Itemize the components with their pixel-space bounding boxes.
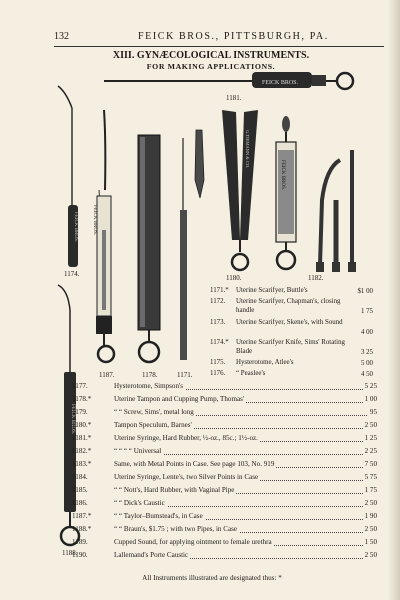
- list-item: 1182.* “ “ “ “ Universal 2 25: [72, 447, 377, 455]
- list-item: 1180.* Tampon Speculum, Barnes' 2 50: [72, 421, 377, 429]
- figure-label-1180: 1180.: [226, 274, 242, 282]
- list-item: 1172. Uterine Scarifyer, Chapman's, closing handle 1 75: [210, 298, 373, 315]
- list-item: 1178.* Uterine Tampon and Cupping Pump, Thomas' 1 00: [72, 395, 377, 403]
- syringe-engraving: FEICK BROS.: [262, 80, 299, 86]
- figure-label-1174: 1174.: [64, 270, 80, 278]
- scarifyer-figure-1171: [180, 138, 187, 360]
- list-item: 1173. Uterine Scarifyer, Skene's, with Sound 4 00: [210, 319, 373, 336]
- list-item: 1184. Uterine Syringe, Lente's, two Silver Points in Case 5 75: [72, 473, 377, 481]
- list-item: 1175. Hysterotome, Atlee's 5 00: [210, 359, 373, 367]
- tampon-speculum-figure-1180: [222, 110, 258, 270]
- list-item: 1190. Lallemand's Porte Caustic 2 50: [72, 551, 377, 559]
- list-item: 1188.* “ “ Braun's, $1.75 ; with two Pipes, in Case 2 50: [72, 525, 377, 533]
- figure-label-1182: 1182.: [308, 274, 324, 282]
- figure-label-1187: 1187.: [99, 371, 115, 379]
- list-item: 1189. Cupped Sound, for applying ointment to female urethra 1 50: [72, 538, 377, 546]
- figure-label-1178: 1178.: [142, 371, 158, 379]
- figure-label-1171: 1171.: [177, 371, 193, 379]
- list-item: 1177. Hysterotome, Simpson's 5 25: [72, 382, 377, 390]
- syringe-1182-engraving: FEICK BROS.: [280, 160, 285, 191]
- speculum-engraving: G.TIEMANN & CO.: [245, 130, 250, 169]
- tampon-pump-figure-1178: [138, 135, 160, 362]
- list-item: 1179. “ “ Screw, Sims', metal long 95: [72, 408, 377, 416]
- syringe-pipes: [316, 150, 356, 272]
- figure-label-1181: 1181.: [226, 94, 242, 102]
- header-title: FEICK BROS., PITTSBURGH, PA.: [138, 31, 329, 42]
- footer-note: All Instruments illustrated are designated thus: *: [142, 574, 282, 582]
- figure-label-1188: 1188.: [62, 549, 78, 557]
- instrument-handle: [195, 130, 204, 198]
- uterine-syringe-figure-1181: [104, 72, 353, 89]
- list-item: 1183.* Same, with Metal Points in Case. See page 103, No. 919 7 50: [72, 460, 377, 468]
- list-item: 1171.* Uterine Scarifyer, Buttle's $1 00: [210, 287, 373, 295]
- section-subtitle: FOR MAKING APPLICATIONS.: [146, 62, 276, 71]
- syringe-figure-1187: [92, 110, 114, 362]
- section-title: XIII. GYNÆCOLOGICAL INSTRUMENTS.: [112, 50, 310, 61]
- list-item: 1174.* Uterine Scarifyer Knife, Sims' Rotating Blade 3 25: [210, 339, 373, 356]
- list-item: 1181.* Uterine Syringe, Hard Rubber, ½-oz., 85c.; 1½-oz. 1 25: [72, 434, 377, 442]
- list-item: 1186. “ “ Dick's Caustic 2 50: [72, 499, 377, 507]
- page-number: 132: [54, 31, 69, 42]
- scarifyer-knife-figure-1174: [58, 86, 78, 267]
- list-item: 1185. “ “ Nott's, Hard Rubber, with Vaginal Pipe 1 75: [72, 486, 377, 494]
- knife-engraving: FEICK BROS.: [73, 212, 78, 243]
- syringe-1187-engraving: FEICK BROS.: [92, 205, 97, 236]
- list-item: 1187.* “ “ Taylor–Bumstead's, in Case 1 90: [72, 512, 377, 520]
- syringe-1188-engraving: FEICK BROS.: [70, 404, 75, 435]
- list-item: 1176. “ Peaslee's 4 50: [210, 370, 373, 378]
- universal-syringe-figure-1182: [276, 116, 296, 269]
